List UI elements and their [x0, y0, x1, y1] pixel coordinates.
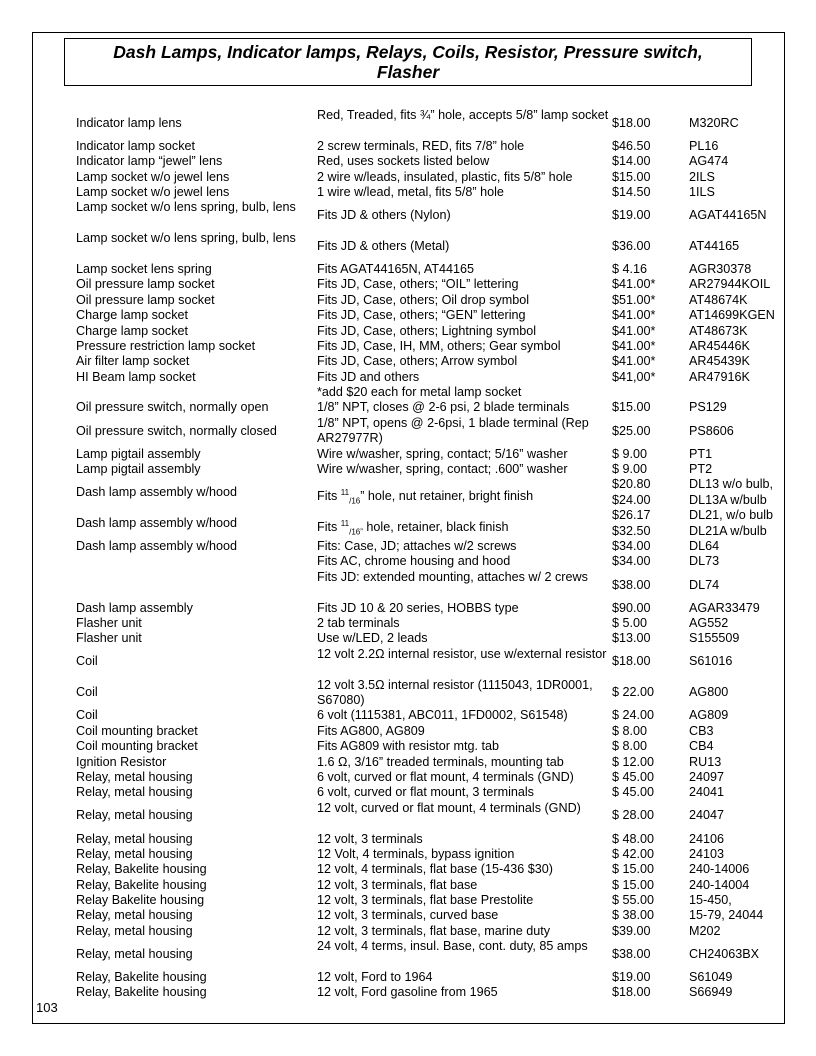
table-row — [0, 539, 816, 554]
table-row — [0, 862, 816, 877]
item-name: Dash lamp assembly w/hood — [76, 515, 237, 530]
item-part-number: DL73 — [689, 554, 720, 569]
item-price: $ 38.00 — [612, 908, 655, 923]
item-description: 12 volt 3.5Ω internal resistor (1115043, 1DR0001, S67080) — [317, 677, 593, 707]
item-description: Fits JD, Case, others; Arrow symbol — [317, 354, 518, 369]
part-line: DL13 w/o bulb, — [689, 477, 774, 492]
item-name: Relay, Bakelite housing — [76, 877, 207, 892]
item-part-number: PL16 — [689, 138, 719, 153]
table-row — [0, 400, 816, 415]
item-part-number: PT1 — [689, 446, 713, 461]
item-description: 24 volt, 4 terms, insul. Base, cont. duty, 85 amps — [317, 939, 588, 954]
table-row — [0, 908, 816, 923]
item-part-number: PS8606 — [689, 423, 734, 438]
item-part-number: 24097 — [689, 769, 725, 784]
table-row — [0, 554, 816, 569]
item-price — [612, 477, 688, 508]
item-part-number: AG552 — [689, 616, 729, 630]
table-row — [0, 893, 816, 908]
item-part-number: AG809 — [689, 708, 729, 723]
table-row — [0, 231, 816, 262]
item-description: *add $20 each for metal lamp socket — [317, 385, 522, 400]
item-description: 12 volt, curved or flat mount, 4 terminals (GND) — [317, 800, 581, 815]
item-part-number: RU13 — [689, 754, 722, 769]
item-part-number: 2ILS — [689, 169, 715, 184]
item-part-number: AR47916K — [689, 369, 750, 384]
item-price: $41.00* — [612, 277, 656, 292]
table-row — [0, 477, 816, 508]
page-number: 103 — [36, 1000, 58, 1015]
item-price: $ 8.00 — [612, 723, 648, 738]
item-description: Fits: Case, JD; attaches w/2 screws — [317, 539, 517, 554]
item-name: Lamp socket w/o lens spring, bulb, lens — [76, 231, 296, 246]
part-line: DL13A w/bulb — [689, 492, 767, 507]
item-price: $19.00 — [612, 970, 651, 985]
item-price: $34.00 — [612, 554, 651, 569]
table-row — [0, 616, 816, 631]
table-row — [0, 385, 816, 400]
item-name: Indicator lamp “jewel” lens — [76, 154, 223, 169]
table-row — [0, 724, 816, 739]
table-row — [0, 878, 816, 893]
table-row — [0, 308, 816, 323]
item-part-number — [689, 508, 785, 539]
table-row — [0, 139, 816, 154]
table-row — [0, 200, 816, 231]
item-part-number: S66949 — [689, 985, 733, 1000]
item-price: $46.50 — [612, 138, 651, 153]
item-price: $ 28.00 — [612, 808, 655, 823]
table-row — [0, 708, 816, 723]
item-part-number: CH24063BX — [689, 946, 760, 961]
price-line: $24.00 — [612, 492, 651, 507]
item-name: Charge lamp socket — [76, 308, 188, 323]
price-line: $26.17 — [612, 508, 651, 523]
item-part-number: PT2 — [689, 462, 713, 477]
item-description: 12 volt, Ford gasoline from 1965 — [317, 985, 498, 1000]
table-row — [0, 324, 816, 339]
item-price: $41,00* — [612, 369, 656, 384]
item-description: 12 volt, Ford to 1964 — [317, 970, 433, 985]
item-name: Flasher unit — [76, 616, 142, 630]
item-price: $14.00 — [612, 154, 651, 169]
description-text: ” hole, nut retainer, bright finish — [360, 489, 534, 504]
item-part-number: CB4 — [689, 739, 714, 754]
table-row — [0, 770, 816, 785]
item-price: $ 48.00 — [612, 831, 655, 846]
item-price: $34.00 — [612, 539, 651, 554]
item-part-number: AR27944KOIL — [689, 277, 771, 292]
item-name: Relay, metal housing — [76, 808, 193, 823]
item-name: Relay, metal housing — [76, 846, 193, 861]
item-description: 6 volt, curved or flat mount, 4 terminals (GND) — [317, 769, 574, 784]
item-price: $ 15.00 — [612, 862, 655, 877]
item-name: Dash lamp assembly — [76, 600, 193, 615]
table-row — [0, 262, 816, 277]
part-line: DL21A w/bulb — [689, 523, 767, 538]
item-name: Lamp socket w/o jewel lens — [76, 184, 230, 199]
item-name: Dash lamp assembly w/hood — [76, 485, 237, 500]
item-part-number: 15-450, — [689, 893, 732, 908]
item-name: Lamp socket w/o lens spring, bulb, lens — [76, 200, 296, 215]
item-description: Fits JD 10 & 20 series, HOBBS type — [317, 600, 519, 615]
item-description: Fits JD, Case, others; Oil drop symbol — [317, 292, 530, 307]
fraction-denominator: /16” — [349, 527, 363, 537]
item-description: 12 volt, 3 terminals — [317, 831, 423, 846]
item-name: Relay, metal housing — [76, 769, 193, 784]
item-description — [317, 485, 617, 509]
item-price: $ 5.00 — [612, 616, 648, 630]
item-part-number: PS129 — [689, 400, 727, 415]
item-part-number: AG474 — [689, 154, 729, 169]
parts-table — [0, 108, 816, 1001]
item-description: Wire w/washer, spring, contact; 5/16” washer — [317, 446, 568, 461]
item-price: $ 24.00 — [612, 708, 655, 723]
item-part-number: AR45446K — [689, 338, 750, 353]
item-name: Relay, metal housing — [76, 785, 193, 800]
item-price: $ 45.00 — [612, 769, 655, 784]
item-description: Wire w/washer, spring, contact; .600” washer — [317, 462, 568, 477]
item-part-number: 240-14006 — [689, 862, 750, 877]
item-description: Red, uses sockets listed below — [317, 154, 490, 169]
item-name: Indicator lamp socket — [76, 138, 195, 153]
item-description: 2 screw terminals, RED, fits 7/8” hole — [317, 138, 525, 153]
item-price: $ 22.00 — [612, 685, 655, 700]
item-part-number: AT14699KGEN — [689, 308, 775, 323]
table-row — [0, 462, 816, 477]
item-part-number: DL64 — [689, 539, 720, 554]
description-text: Fits — [317, 489, 341, 504]
item-price: $ 45.00 — [612, 785, 655, 800]
item-description: 6 volt, curved or flat mount, 3 terminals — [317, 785, 534, 800]
item-description: Red, Treaded, fits ¾” hole, accepts 5/8” lamp socket — [317, 108, 609, 122]
item-name: Flasher unit — [76, 631, 142, 646]
item-price: $41.00* — [612, 308, 656, 323]
item-price: $51.00* — [612, 292, 656, 307]
item-description: Use w/LED, 2 leads — [317, 631, 428, 646]
item-name: Air filter lamp socket — [76, 354, 190, 369]
item-part-number: AGAR33479 — [689, 600, 760, 615]
table-row — [0, 339, 816, 354]
table-row — [0, 785, 816, 800]
item-price: $18.00 — [612, 654, 651, 669]
item-part-number: DL74 — [689, 577, 720, 592]
item-description: 12 volt 2.2Ω internal resistor, use w/external resistor — [317, 646, 607, 661]
item-part-number: AT48673K — [689, 323, 748, 338]
item-description: 12 Volt, 4 terminals, bypass ignition — [317, 846, 515, 861]
item-price: $13.00 — [612, 631, 651, 646]
item-name: Oil pressure switch, normally open — [76, 400, 269, 415]
item-price: $38.00 — [612, 946, 651, 961]
table-row — [0, 970, 816, 985]
item-description: Fits JD and others — [317, 369, 420, 384]
table-row — [0, 985, 816, 1000]
item-description: 1 wire w/lead, metal, fits 5/8” hole — [317, 184, 504, 199]
item-price: $90.00 — [612, 600, 651, 615]
table-row — [0, 570, 816, 601]
item-description: Fits JD, Case, others; “GEN” lettering — [317, 308, 526, 323]
table-row — [0, 631, 816, 646]
item-price: $18.00 — [612, 985, 651, 1000]
item-price: $18.00 — [612, 115, 651, 130]
table-row — [0, 416, 816, 447]
table-row — [0, 447, 816, 462]
item-part-number: 15-79, 24044 — [689, 908, 764, 923]
item-part-number: AR45439K — [689, 354, 750, 369]
item-description: 2 tab terminals — [317, 616, 400, 630]
item-part-number: 240-14004 — [689, 877, 750, 892]
item-price: $15.00 — [612, 169, 651, 184]
item-part-number — [689, 477, 785, 508]
item-description: Fits AGAT44165N, AT44165 — [317, 261, 475, 276]
item-part-number: S61049 — [689, 970, 733, 985]
table-row — [0, 154, 816, 169]
table-row — [0, 801, 816, 832]
item-part-number: 24047 — [689, 808, 725, 823]
item-name: Oil pressure switch, normally closed — [76, 423, 277, 438]
item-part-number: AGAT44165N — [689, 208, 767, 223]
item-part-number: 24103 — [689, 846, 725, 861]
title-line-2: Flasher — [376, 62, 440, 82]
item-price: $ 15.00 — [612, 877, 655, 892]
item-name: Dash lamp assembly w/hood — [76, 539, 237, 554]
table-row — [0, 508, 816, 539]
item-part-number: AG800 — [689, 685, 729, 700]
item-name: Relay, metal housing — [76, 908, 193, 923]
item-description: Fits JD, Case, IH, MM, others; Gear symbol — [317, 338, 561, 353]
item-name: Relay, Bakelite housing — [76, 985, 207, 1000]
item-price: $19.00 — [612, 208, 651, 223]
table-row — [0, 755, 816, 770]
item-name: Coil — [76, 708, 98, 723]
item-description: Fits JD & others (Nylon) — [317, 208, 451, 223]
item-price: $39.00 — [612, 923, 651, 938]
table-row — [0, 170, 816, 185]
item-part-number: S155509 — [689, 631, 740, 646]
item-price: $41.00* — [612, 338, 656, 353]
table-row — [0, 678, 816, 709]
table-row — [0, 370, 816, 385]
item-name: Lamp socket w/o jewel lens — [76, 169, 230, 184]
item-description: 6 volt (1115381, ABC011, 1FD0002, S61548) — [317, 708, 568, 723]
fraction-numerator: 11 — [340, 518, 350, 528]
item-part-number: M320RC — [689, 115, 739, 130]
item-price: $ 8.00 — [612, 739, 648, 754]
item-part-number: AGR30378 — [689, 261, 752, 276]
item-name: Relay, metal housing — [76, 946, 193, 961]
item-name: Relay, Bakelite housing — [76, 862, 207, 877]
item-name: Coil mounting bracket — [76, 739, 198, 754]
item-description: 12 volt, 4 terminals, flat base (15-436 $30) — [317, 862, 553, 877]
item-description: Fits JD, Case, others; Lightning symbol — [317, 323, 537, 338]
table-row — [0, 739, 816, 754]
item-description: 12 volt, 3 terminals, flat base Prestolite — [317, 893, 534, 908]
item-price: $41.00* — [612, 354, 656, 369]
item-part-number: AT48674K — [689, 292, 748, 307]
item-part-number: CB3 — [689, 723, 714, 738]
table-row — [0, 647, 816, 678]
title-line-1: Dash Lamps, Indicator lamps, Relays, Coils, Resistor, Pressure switch, — [113, 42, 703, 62]
item-name: Oil pressure lamp socket — [76, 292, 215, 307]
table-row — [0, 601, 816, 616]
item-part-number: 24041 — [689, 785, 725, 800]
fraction-denominator: /16 — [349, 496, 361, 506]
item-price: $15.00 — [612, 400, 651, 415]
price-line: $32.50 — [612, 523, 651, 538]
description-text: Fits — [317, 520, 341, 535]
item-name: Pressure restriction lamp socket — [76, 338, 256, 353]
description-text: hole, retainer, black finish — [362, 520, 509, 535]
item-name: Lamp socket lens spring — [76, 261, 212, 276]
item-description: 1/8” NPT, closes @ 2-6 psi, 2 blade terminals — [317, 400, 570, 415]
item-name: Relay Bakelite housing — [76, 893, 205, 908]
price-line: $20.80 — [612, 477, 651, 492]
item-name: Charge lamp socket — [76, 323, 188, 338]
item-part-number: AT44165 — [689, 238, 740, 253]
fraction-numerator: 11 — [340, 488, 350, 498]
table-row — [0, 185, 816, 200]
table-row — [0, 293, 816, 308]
item-price: $ 9.00 — [612, 446, 648, 461]
item-price: $ 4.16 — [612, 261, 648, 276]
item-part-number: S61016 — [689, 654, 733, 669]
table-row — [0, 847, 816, 862]
item-part-number: 1ILS — [689, 184, 715, 199]
item-description: 12 volt, 3 terminals, flat base — [317, 877, 478, 892]
item-name: HI Beam lamp socket — [76, 369, 196, 384]
item-description: 1.6 Ω, 3/16” treaded terminals, mounting tab — [317, 754, 564, 769]
table-row — [0, 939, 816, 970]
item-name: Indicator lamp lens — [76, 115, 182, 130]
item-price: $36.00 — [612, 238, 651, 253]
item-price: $ 55.00 — [612, 893, 655, 908]
table-row — [0, 924, 816, 939]
part-line: DL21, w/o bulb — [689, 508, 774, 523]
item-description: Fits AG800, AG809 — [317, 723, 425, 738]
item-name: Lamp pigtail assembly — [76, 462, 201, 477]
item-name: Oil pressure lamp socket — [76, 277, 215, 292]
item-name: Ignition Resistor — [76, 754, 167, 769]
item-name: Lamp pigtail assembly — [76, 446, 201, 461]
item-description: Fits AC, chrome housing and hood — [317, 554, 511, 569]
item-description: 2 wire w/leads, insulated, plastic, fits 5/8” hole — [317, 169, 573, 184]
item-description: 12 volt, 3 terminals, flat base, marine duty — [317, 923, 551, 938]
item-description: 1/8” NPT, opens @ 2-6psi, 1 blade terminal (Rep AR27977R) — [317, 415, 589, 446]
item-name: Relay, Bakelite housing — [76, 970, 207, 985]
item-part-number: 24106 — [689, 831, 725, 846]
item-description: Fits JD & others (Metal) — [317, 238, 450, 253]
item-price: $ 12.00 — [612, 754, 655, 769]
item-name: Coil — [76, 654, 98, 669]
item-description: Fits AG809 with resistor mtg. tab — [317, 739, 499, 754]
item-price — [612, 508, 688, 539]
item-price: $38.00 — [612, 577, 651, 592]
item-description: 12 volt, 3 terminals, curved base — [317, 908, 499, 923]
item-description — [317, 516, 617, 540]
table-row — [0, 832, 816, 847]
table-row — [0, 277, 816, 292]
item-description: Fits JD: extended mounting, attaches w/ 2 crews — [317, 569, 588, 584]
page-title — [64, 38, 752, 86]
table-row — [0, 354, 816, 369]
item-name: Coil — [76, 685, 98, 700]
item-price: $41.00* — [612, 323, 656, 338]
item-name: Relay, metal housing — [76, 923, 193, 938]
table-row — [0, 108, 816, 139]
item-part-number: M202 — [689, 923, 721, 938]
item-price: $25.00 — [612, 423, 651, 438]
item-price: $14.50 — [612, 184, 651, 199]
item-price: $ 42.00 — [612, 846, 655, 861]
item-description: Fits JD, Case, others; “OIL” lettering — [317, 277, 519, 292]
item-name: Relay, metal housing — [76, 831, 193, 846]
item-name: Coil mounting bracket — [76, 723, 198, 738]
item-price: $ 9.00 — [612, 462, 648, 477]
